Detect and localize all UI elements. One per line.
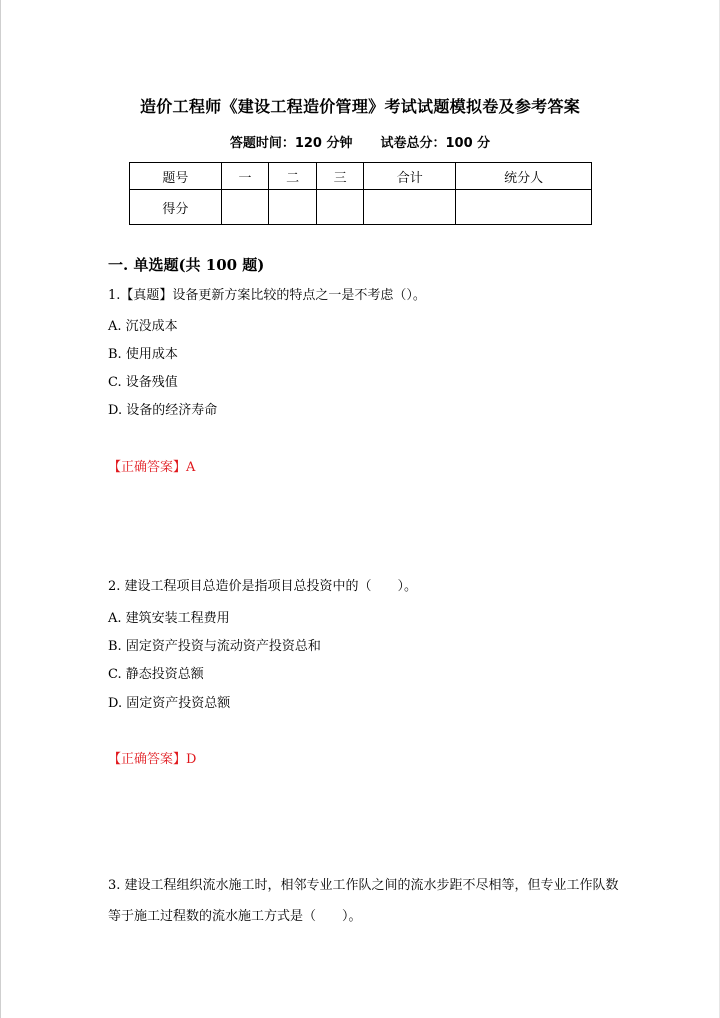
score-row-label: 得分 (130, 190, 222, 225)
score-table-header: 二 (269, 163, 317, 190)
score-table-header: 合计 (364, 163, 456, 190)
question-option: A. 建筑安装工程费用 (108, 611, 230, 626)
question-stem: 1.【真题】设备更新方案比较的特点之一是不考虑（）。 (108, 288, 426, 303)
exam-info (0, 132, 720, 151)
score-cell (456, 190, 592, 225)
exam-total-score: 试卷总分：100 分 (380, 136, 491, 151)
score-cell (364, 190, 456, 225)
question-stem: 2. 建设工程项目总造价是指项目总投资中的（ ）。 (108, 579, 418, 594)
exam-time: 答题时间：120 分钟 (229, 136, 353, 151)
score-table-score-row (130, 190, 592, 225)
document-title: 造价工程师《建设工程造价管理》考试试题模拟卷及参考答案 (139, 97, 581, 116)
question-option: A. 沉没成本 (108, 319, 178, 334)
question-option: C. 静态投资总额 (108, 667, 204, 682)
page-border-left (0, 0, 1, 1018)
correct-answer: 【正确答案】D (108, 752, 197, 767)
question-stem: 3. 建设工程组织流水施工时，相邻专业工作队之间的流水步距不尽相等，但专业工作队数等于施工过程数的流水施工方式是（ ）。 (108, 878, 619, 924)
question-option: B. 固定资产投资与流动资产投资总和 (108, 639, 321, 654)
score-table-header-row (130, 163, 592, 190)
question-option: D. 固定资产投资总额 (108, 696, 231, 711)
question-option: D. 设备的经济寿命 (108, 403, 218, 418)
section-title: 一. 单选题(共 100 题) (108, 256, 265, 274)
question-option: C. 设备残值 (108, 375, 178, 390)
score-table-header: 三 (316, 163, 364, 190)
question-option: B. 使用成本 (108, 347, 178, 362)
score-cell (221, 190, 269, 225)
score-table (129, 162, 592, 225)
score-table-header: 统分人 (456, 163, 592, 190)
score-table-header: 题号 (130, 163, 222, 190)
score-cell (269, 190, 317, 225)
correct-answer: 【正确答案】A (108, 460, 196, 475)
score-cell (316, 190, 364, 225)
score-table-header: 一 (221, 163, 269, 190)
